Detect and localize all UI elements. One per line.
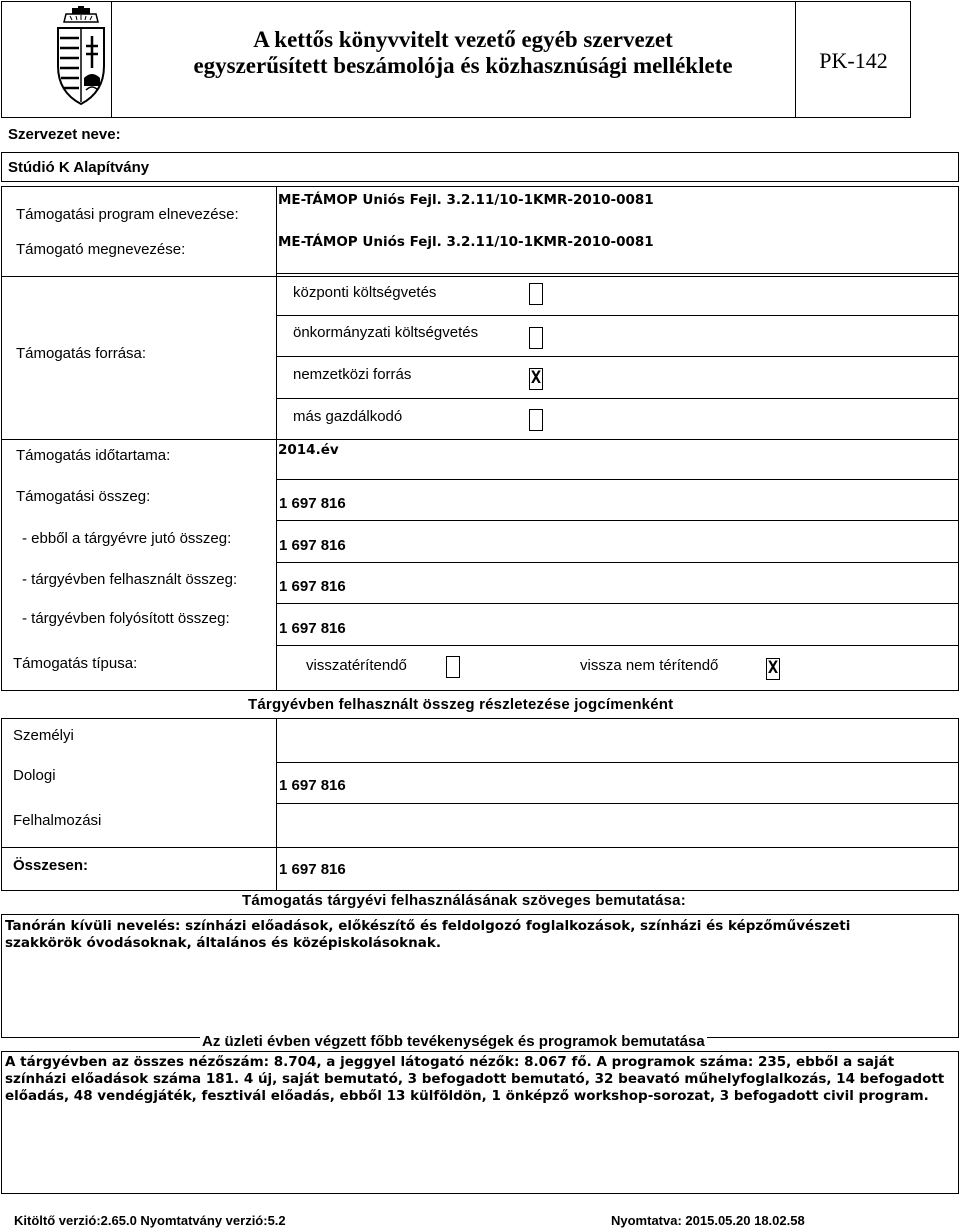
activities-heading: Az üzleti évben végzett főbb tevékenységek és programok bemutatása: [202, 1033, 705, 1050]
source-4-checkbox[interactable]: [529, 409, 543, 431]
coat-of-arms-icon: [52, 6, 110, 109]
material-value: 1 697 816: [279, 777, 346, 794]
type-refundable-label: visszatérítendő: [306, 657, 407, 674]
org-name-label: Szervezet neve:: [8, 126, 121, 143]
amount-rule: [276, 520, 959, 521]
paid-label: - tárgyévben folyósított összeg:: [22, 610, 230, 627]
used-value: 1 697 816: [279, 578, 346, 595]
amount-value: 1 697 816: [279, 495, 346, 512]
activities-text: A tárgyévben az összes nézőszám: 8.704, a jeggyel látogató nézők: 8.067 fő. A programok száma: 235, ebből a saját színházi előadások száma 181. 4 új, saját bemutató, 3 befogadott bemutató, 32 beavató műhelyfoglalkozás, 14 befogadott előadás, 48 vendégjáték, fesztivál előadás, ebből 13 külföldön, 1 önképző workshop-sorozat, 3 befogadott civil program.: [5, 1054, 945, 1104]
program-value: ME-TÁMOP Uniós Fejl. 3.2.11/10-1KMR-2010-0081: [278, 192, 654, 208]
source-rule-2: [276, 356, 959, 357]
breakdown-box: [1, 718, 959, 891]
form-code: PK-142: [819, 48, 888, 73]
material-rule: [276, 803, 959, 804]
type-refundable-checkbox[interactable]: [446, 656, 460, 678]
usage-heading: Támogatás tárgyévi felhasználásának szöveges bemutatása:: [242, 892, 686, 909]
supporter-rule: [276, 273, 959, 274]
type-label: Támogatás típusa:: [13, 655, 138, 672]
title-line-1: A kettős könyvvitelt vezető egyéb szervezet: [253, 27, 673, 52]
total-label: Összesen:: [13, 857, 89, 874]
source-2-checkbox[interactable]: [529, 327, 543, 349]
duration-rule: [276, 479, 959, 480]
year-share-rule: [276, 562, 959, 563]
source-3-checkbox[interactable]: X: [530, 368, 542, 388]
footer-printed: Nyomtatva: 2015.05.20 18.02.58: [611, 1213, 805, 1228]
source-bottom-rule: [1, 439, 959, 440]
source-label: Támogatás forrása:: [16, 345, 147, 362]
source-2-label: önkormányzati költségvetés: [293, 324, 479, 341]
source-rule-1: [276, 315, 959, 316]
capital-label: Felhalmozási: [13, 812, 102, 829]
type-nonrefundable-label: vissza nem térítendő: [580, 657, 719, 674]
duration-label: Támogatás időtartama:: [16, 447, 171, 464]
program-label: Támogatási program elnevezése:: [16, 206, 239, 223]
total-value: 1 697 816: [279, 861, 346, 878]
title-line-2: egyszerűsített beszámolója és közhasznúsági melléklete: [193, 53, 733, 78]
source-1-checkbox[interactable]: [529, 283, 543, 305]
amount-label: Támogatási összeg:: [16, 488, 151, 505]
source-1-label: központi költségvetés: [293, 284, 437, 301]
usage-text: Tanórán kívüli nevelés: színházi előadások, előkészítő és feldolgozó foglalkozások, színházi és képzőművészeti szakkörök óvodásoknak, általános és középiskolásoknak.: [5, 918, 851, 951]
year-share-label: - ebből a tárgyévre jutó összeg:: [22, 530, 232, 547]
breakdown-heading: Tárgyévben felhasznált összeg részletezése jogcímenként: [248, 696, 674, 713]
org-name-value: Stúdió K Alapítvány: [8, 159, 150, 176]
source-4-label: más gazdálkodó: [293, 408, 403, 425]
supporter-label: Támogató megnevezése:: [16, 241, 186, 258]
source-top-rule: [1, 276, 959, 277]
personal-label: Személyi: [13, 727, 74, 744]
footer-versions: Kitöltő verzió:2.65.0 Nyomtatvány verzió:5.2: [14, 1213, 286, 1228]
year-share-value: 1 697 816: [279, 537, 346, 554]
material-label: Dologi: [13, 767, 56, 784]
paid-rule: [276, 645, 959, 646]
supporter-value: ME-TÁMOP Uniós Fejl. 3.2.11/10-1KMR-2010-0081: [278, 234, 654, 250]
used-label: - tárgyévben felhasznált összeg:: [22, 571, 238, 588]
source-3-label: nemzetközi forrás: [293, 366, 412, 383]
type-nonrefundable-checkbox[interactable]: X: [767, 658, 779, 678]
breakdown-divider: [276, 718, 277, 891]
source-rule-3: [276, 398, 959, 399]
capital-rule: [1, 847, 959, 848]
paid-value: 1 697 816: [279, 620, 346, 637]
personal-rule: [276, 762, 959, 763]
used-rule: [276, 603, 959, 604]
duration-value: 2014.év: [278, 442, 339, 458]
page-title: [111, 27, 815, 79]
